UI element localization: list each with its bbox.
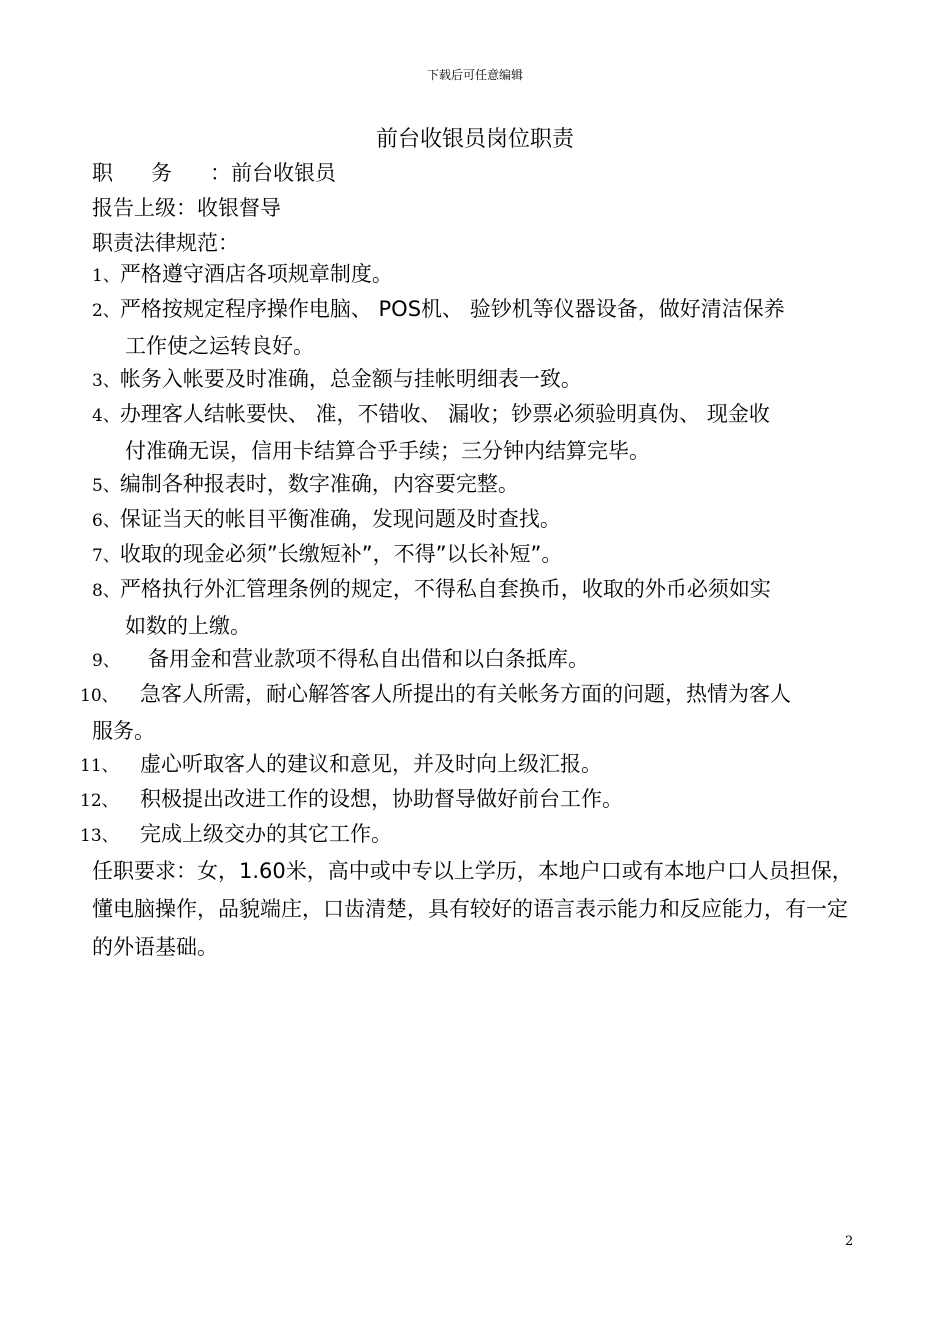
duty-text: 严格执行外汇管理条例的规定，不得私自套换币，收取的外币必须如实 <box>119 577 771 601</box>
duty-item <box>92 257 872 294</box>
report-to-field <box>92 192 281 222</box>
position-value: 前台收银员 <box>231 161 336 185</box>
report-to-value: 收银督导 <box>197 196 281 220</box>
page-number: 2 <box>845 1234 854 1249</box>
duty-number: 6、 <box>92 511 120 531</box>
duty-text: 收取的现金必须”长缴短补”，不得”以长补短”。 <box>119 542 563 566</box>
duty-text-continued: 付准确无误，信用卡结算合乎手续；三分钟内结算完毕。 <box>125 439 650 463</box>
duty-text-continued: 如数的上缴。 <box>125 614 251 638</box>
position-label: 职务 <box>92 161 210 185</box>
duty-text: 严格遵守酒店各项规章制度。 <box>119 262 393 286</box>
duty-item <box>92 362 872 399</box>
duty-text: 编制各种报表时，数字准确，内容要完整。 <box>119 472 519 496</box>
duty-item <box>92 397 872 469</box>
duty-text: 帐务入帐要及时准确，总金额与挂帐明细表一致。 <box>119 367 582 391</box>
duty-text-continued: 工作使之运转良好。 <box>125 334 314 358</box>
duty-text: 完成上级交办的其它工作。 <box>140 822 392 846</box>
job-requirements: 任职要求：女，1.60米，高中或中专以上学历，本地户口或有本地户口人员担保，懂电脑操作，品貌端庄，口齿清楚，具有较好的语言表示能力和反应能力，有一定的外语基础。 <box>92 859 853 959</box>
duty-number: 7、 <box>92 546 120 566</box>
duty-text: 办理客人结帐要快、 准，不错收、 漏收；钞票必须验明真伪、 现金收 <box>119 402 770 426</box>
duty-item <box>92 292 872 364</box>
duty-number: 12、 <box>80 791 119 811</box>
duty-text-continued: 服务。 <box>92 719 155 743</box>
duty-item <box>92 502 872 539</box>
duty-number: 1、 <box>92 266 120 286</box>
duty-item <box>92 572 872 644</box>
report-to-label: 报告上级 <box>92 196 176 220</box>
duties-heading: 职责法律规范： <box>92 231 239 255</box>
duty-number: 9、 <box>92 651 120 671</box>
duty-text: 备用金和营业款项不得私自出借和以白条抵库。 <box>148 647 589 671</box>
duty-item <box>80 817 870 854</box>
duty-number: 13、 <box>80 826 119 846</box>
duty-text: 严格按规定程序操作电脑、 POS机、 验钞机等仪器设备，做好清洁保养 <box>119 297 785 321</box>
duty-number: 5、 <box>92 476 120 496</box>
duty-item <box>80 677 870 749</box>
duty-text: 虚心听取客人的建议和意见，并及时向上级汇报。 <box>140 752 602 776</box>
report-to-separator: ： <box>176 196 197 220</box>
header-note: 下载后可任意编辑 <box>426 68 523 82</box>
position-separator: ： <box>210 161 231 185</box>
duty-item <box>92 537 872 574</box>
duty-number: 2、 <box>92 301 120 321</box>
duty-item <box>80 782 870 819</box>
document-title: 前台收银员岗位职责 <box>375 127 574 152</box>
duty-text: 急客人所需，耐心解答客人所提出的有关帐务方面的问题，热情为客人 <box>140 682 791 706</box>
duty-number: 8、 <box>92 581 120 601</box>
duty-number: 11、 <box>80 756 119 776</box>
duty-item <box>92 467 872 504</box>
duty-item <box>80 747 870 784</box>
position-field <box>92 157 336 187</box>
duty-item <box>92 642 872 679</box>
duty-text: 保证当天的帐目平衡准确，发现问题及时查找。 <box>119 507 561 531</box>
duty-text: 积极提出改进工作的设想，协助督导做好前台工作。 <box>140 787 623 811</box>
duty-number: 3、 <box>92 371 120 391</box>
duty-number: 4、 <box>92 406 120 426</box>
duty-number: 10、 <box>80 686 119 706</box>
